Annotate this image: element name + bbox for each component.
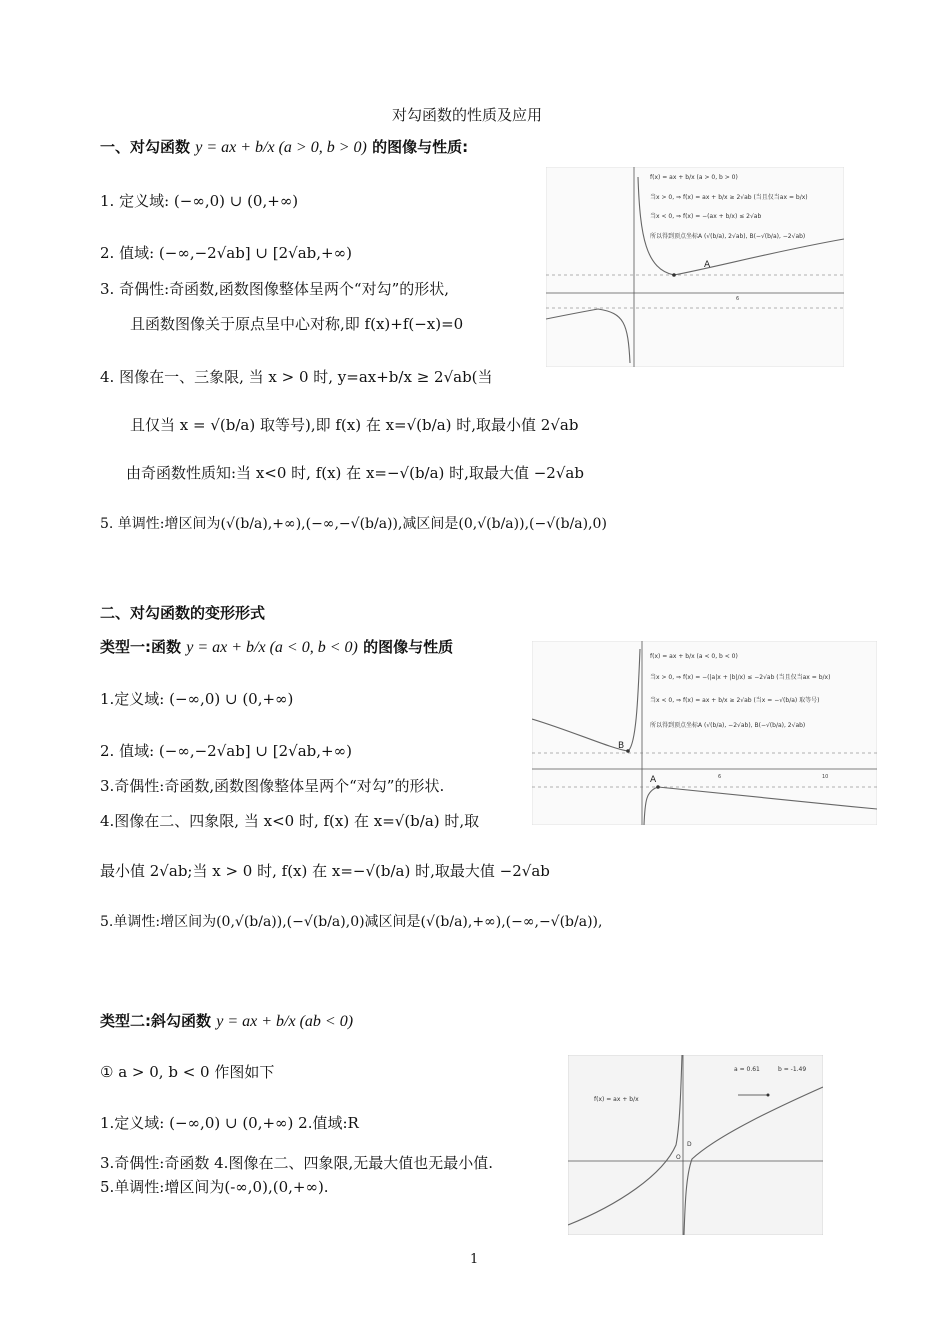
fig3-a-value: a = 0.61 bbox=[734, 1066, 760, 1073]
s1-parity-b: 且函数图像关于原点呈中心对称,即 f(x)+f(−x)=0 bbox=[130, 315, 464, 333]
t2-domain-range: 1.定义域: (−∞,0) ∪ (0,+∞) 2.值域:R bbox=[100, 1114, 359, 1132]
section1-heading-post: 的图像与性质: bbox=[372, 138, 469, 156]
fig3-b-value: b = -1.49 bbox=[778, 1066, 807, 1073]
t1-graph-a: 4.图像在二、四象限, 当 x<0 时, f(x) 在 x=√(b/a) 时,取 bbox=[100, 812, 480, 830]
s1-domain: 1. 定义域: (−∞,0) ∪ (0,+∞) bbox=[100, 192, 299, 210]
fig1-line2: 当x > 0, ⇒ f(x) = ax + b/x ≥ 2√ab (当且仅当ax = b/x) bbox=[650, 194, 808, 201]
fig1-line1: f(x) = ax + b/x (a > 0, b > 0) bbox=[650, 174, 738, 181]
type1-heading-post: 的图像与性质 bbox=[363, 638, 454, 656]
s1-monotonic: 5. 单调性:增区间为(√(b/a),+∞),(−∞,−√(b/a)),减区间是(0,√(b/a)),(−√(b/a),0) bbox=[100, 516, 607, 532]
point-a-label: A bbox=[650, 775, 657, 785]
tick-6-label: 6 bbox=[718, 774, 722, 780]
t1-monotonic: 5.单调性:增区间为(0,√(b/a)),(−√(b/a),0)减区间是(√(b/a),+∞),(−∞,−√(b/a)), bbox=[100, 914, 603, 930]
origin-label: O bbox=[676, 1154, 681, 1161]
fig2-line1: f(x) = ax + b/x (a < 0, b < 0) bbox=[650, 653, 738, 660]
figure1-graph bbox=[546, 167, 844, 367]
type2-heading bbox=[100, 1010, 353, 1031]
t1-parity: 3.奇偶性:奇函数,函数图像整体呈两个“对勾”的形状. bbox=[100, 777, 445, 795]
type2-heading-pre: 类型二:斜勾函数 bbox=[100, 1012, 211, 1030]
t1-domain: 1.定义域: (−∞,0) ∪ (0,+∞) bbox=[100, 690, 294, 708]
point-b-label: B bbox=[618, 741, 625, 751]
fig1-line3: 当x < 0, ⇒ f(x) = −(ax + b/x) ≤ 2√ab bbox=[650, 213, 762, 220]
t2-monotonic: 5.单调性:增区间为(-∞,0),(0,+∞). bbox=[100, 1178, 329, 1196]
tick-10-label: 10 bbox=[822, 774, 829, 780]
s1-graph-c: 由奇函数性质知:当 x<0 时, f(x) 在 x=−√(b/a) 时,取最大值 −2√ab bbox=[126, 464, 584, 482]
t1-range: 2. 值域: (−∞,−2√ab] ∪ [2√ab,+∞) bbox=[100, 742, 352, 760]
t2-case: ① a > 0, b < 0 作图如下 bbox=[100, 1063, 275, 1081]
type1-heading bbox=[100, 636, 453, 657]
section2-heading: 二、对勾函数的变形形式 bbox=[100, 604, 266, 622]
tick-label: 6 bbox=[736, 296, 740, 302]
type2-heading-formula: y = ax + b/x (ab < 0) bbox=[216, 1013, 354, 1030]
type1-heading-pre: 类型一:函数 bbox=[100, 638, 181, 656]
fig2-line2: 当x > 0, ⇒ f(x) = −(|a|x + |b|/x) ≤ −2√ab (当且仅当ax = b/x) bbox=[650, 674, 831, 681]
figure3-graph bbox=[568, 1055, 823, 1235]
t2-parity-graph: 3.奇偶性:奇函数 4.图像在二、四象限,无最大值也无最小值. bbox=[100, 1154, 493, 1172]
s1-range: 2. 值域: (−∞,−2√ab] ∪ [2√ab,+∞) bbox=[100, 244, 352, 262]
s1-graph-b: 且仅当 x = √(b/a) 取等号),即 f(x) 在 x=√(b/a) 时,取最小值 2√ab bbox=[130, 416, 579, 434]
fig3-formula: f(x) = ax + b/x bbox=[594, 1096, 639, 1103]
s1-graph-a: 4. 图像在一、三象限, 当 x > 0 时, y=ax+b/x ≥ 2√ab(当 bbox=[100, 368, 493, 386]
page-number: 1 bbox=[470, 1252, 479, 1267]
page-title: 对勾函数的性质及应用 bbox=[392, 106, 543, 124]
figure2-graph bbox=[532, 641, 877, 825]
section1-heading bbox=[100, 136, 468, 157]
point-d-label: D bbox=[687, 1141, 692, 1148]
type1-heading-formula: y = ax + b/x (a < 0, b < 0) bbox=[186, 639, 358, 656]
section1-heading-formula: y = ax + b/x (a > 0, b > 0) bbox=[195, 139, 367, 156]
point-a-label: A bbox=[704, 260, 711, 270]
fig2-line4: 所以得到顶点坐标A (√(b/a), −2√ab), B(−√(b/a), 2√ab) bbox=[650, 722, 806, 729]
fig2-line3: 当x < 0, ⇒ f(x) = ax + b/x ≥ 2√ab (当x = −√(b/a) 取等号) bbox=[650, 697, 820, 704]
s1-parity-a: 3. 奇偶性:奇函数,函数图像整体呈两个“对勾”的形状, bbox=[100, 280, 450, 298]
t1-graph-b: 最小值 2√ab;当 x > 0 时, f(x) 在 x=−√(b/a) 时,取最大值 −2√ab bbox=[100, 862, 550, 880]
section1-heading-pre: 一、对勾函数 bbox=[100, 138, 191, 156]
fig1-line4: 所以得到顶点坐标A (√(b/a), 2√ab), B(−√(b/a), −2√ab) bbox=[650, 233, 806, 240]
